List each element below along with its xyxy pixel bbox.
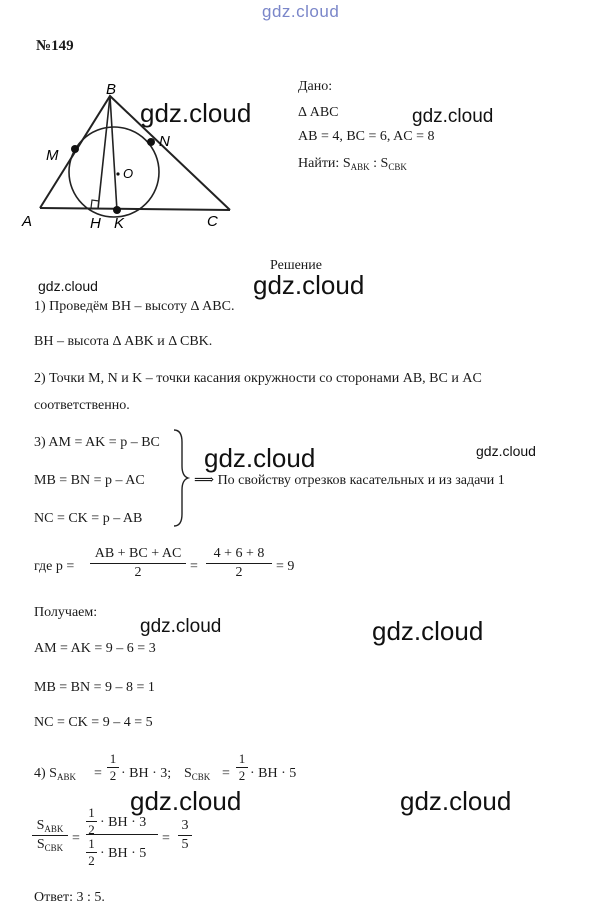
label-n: N xyxy=(159,133,170,150)
half-fraction: 1 2 xyxy=(107,752,119,783)
p-eq: = xyxy=(190,559,198,574)
watermark: gdz.cloud xyxy=(130,786,242,816)
given-find: Найти: $S_{ABK}$ : $S_{CBK}$ xyxy=(298,156,407,172)
label-k: K xyxy=(114,215,125,232)
label-m: M xyxy=(46,147,59,164)
curly-brace xyxy=(170,428,192,528)
ratio-eq1: = xyxy=(72,831,80,846)
watermark: gdz.cloud xyxy=(253,270,365,300)
step-2-line1: 2) Точки M, N и K – точки касания окружности со сторонами AB, BC и AC xyxy=(34,371,482,386)
problem-number: №149 xyxy=(36,38,74,54)
watermark: gdz.cloud xyxy=(140,98,252,128)
ratio-eq2: = xyxy=(162,831,170,846)
result-mb: MB = BN = 9 – 8 = 1 xyxy=(34,680,155,695)
triangle-figure xyxy=(0,70,290,240)
ratio-complex-fraction: 1 2 · BH · 3 1 2 · BH · 5 xyxy=(86,806,158,863)
p-fraction-values: 4 + 6 + 8 2 xyxy=(206,546,272,581)
watermark: gdz.cloud xyxy=(476,443,536,459)
side-ac xyxy=(40,208,230,210)
step-4-eq1: = xyxy=(94,766,102,781)
step-4-eq2: = xyxy=(222,766,230,781)
step-1b: BH – высота Δ ABK и Δ CBK. xyxy=(34,334,213,349)
label-b: B xyxy=(106,81,117,98)
watermark: gdz.cloud xyxy=(412,106,494,127)
segment-bk xyxy=(110,96,117,211)
label-a: A xyxy=(22,213,33,230)
step-3c: NC = CK = p – AB xyxy=(34,511,143,526)
step-1: 1) Проведём BH – высоту Δ ABC. xyxy=(34,299,235,314)
point-o xyxy=(116,172,119,175)
result-am: AM = AK = 9 – 6 = 3 xyxy=(34,641,156,656)
step-4-s-cbk: $S_{CBK}$ xyxy=(184,766,211,782)
point-m xyxy=(71,145,79,153)
p-result: = 9 xyxy=(276,559,295,574)
watermark: gdz.cloud xyxy=(204,443,316,473)
step-4-tail1: · BH · 3; xyxy=(121,766,172,781)
watermark-top: gdz.cloud xyxy=(262,2,340,21)
step-3b: MB = BN = p – AC xyxy=(34,473,145,488)
step-3a: 3) AM = AK = p – BC xyxy=(34,435,160,450)
ratio-s-fraction: $S_{ABK}$ $S_{CBK}$ xyxy=(32,818,68,853)
p-prefix: где p = xyxy=(34,559,75,574)
ratio-result: 3 5 xyxy=(178,818,192,853)
given-sides: AB = 4, BC = 6, AC = 8 xyxy=(298,129,435,144)
solution-title: Решение xyxy=(270,258,323,273)
label-h: H xyxy=(90,215,101,232)
half-fraction: 1 2 xyxy=(236,752,248,783)
watermark: gdz.cloud xyxy=(400,786,512,816)
step-3-reason: ⟹ По свойству отрезков касательных и из задачи 1 xyxy=(194,473,505,488)
watermark: gdz.cloud xyxy=(372,616,484,646)
result-nc: NC = CK = 9 – 4 = 5 xyxy=(34,715,153,730)
watermark: gdz.cloud xyxy=(140,616,222,637)
p-fraction: AB + BC + AC 2 xyxy=(90,546,186,581)
label-o: O xyxy=(123,166,134,181)
step-4-tail2: · BH · 5 xyxy=(250,766,297,781)
step-4-s-abk: 4) $S_{ABK}$ xyxy=(34,766,76,782)
point-k xyxy=(113,206,121,214)
step-2-line2: соответственно. xyxy=(34,398,130,413)
given-title: Дано: xyxy=(298,79,333,94)
obtain-label: Получаем: xyxy=(34,605,98,620)
watermark: gdz.cloud xyxy=(38,278,98,294)
point-n xyxy=(147,138,155,146)
label-c: C xyxy=(207,213,218,230)
given-triangle: Δ ABC xyxy=(298,105,339,120)
answer: Ответ: 3 : 5. xyxy=(34,890,105,905)
